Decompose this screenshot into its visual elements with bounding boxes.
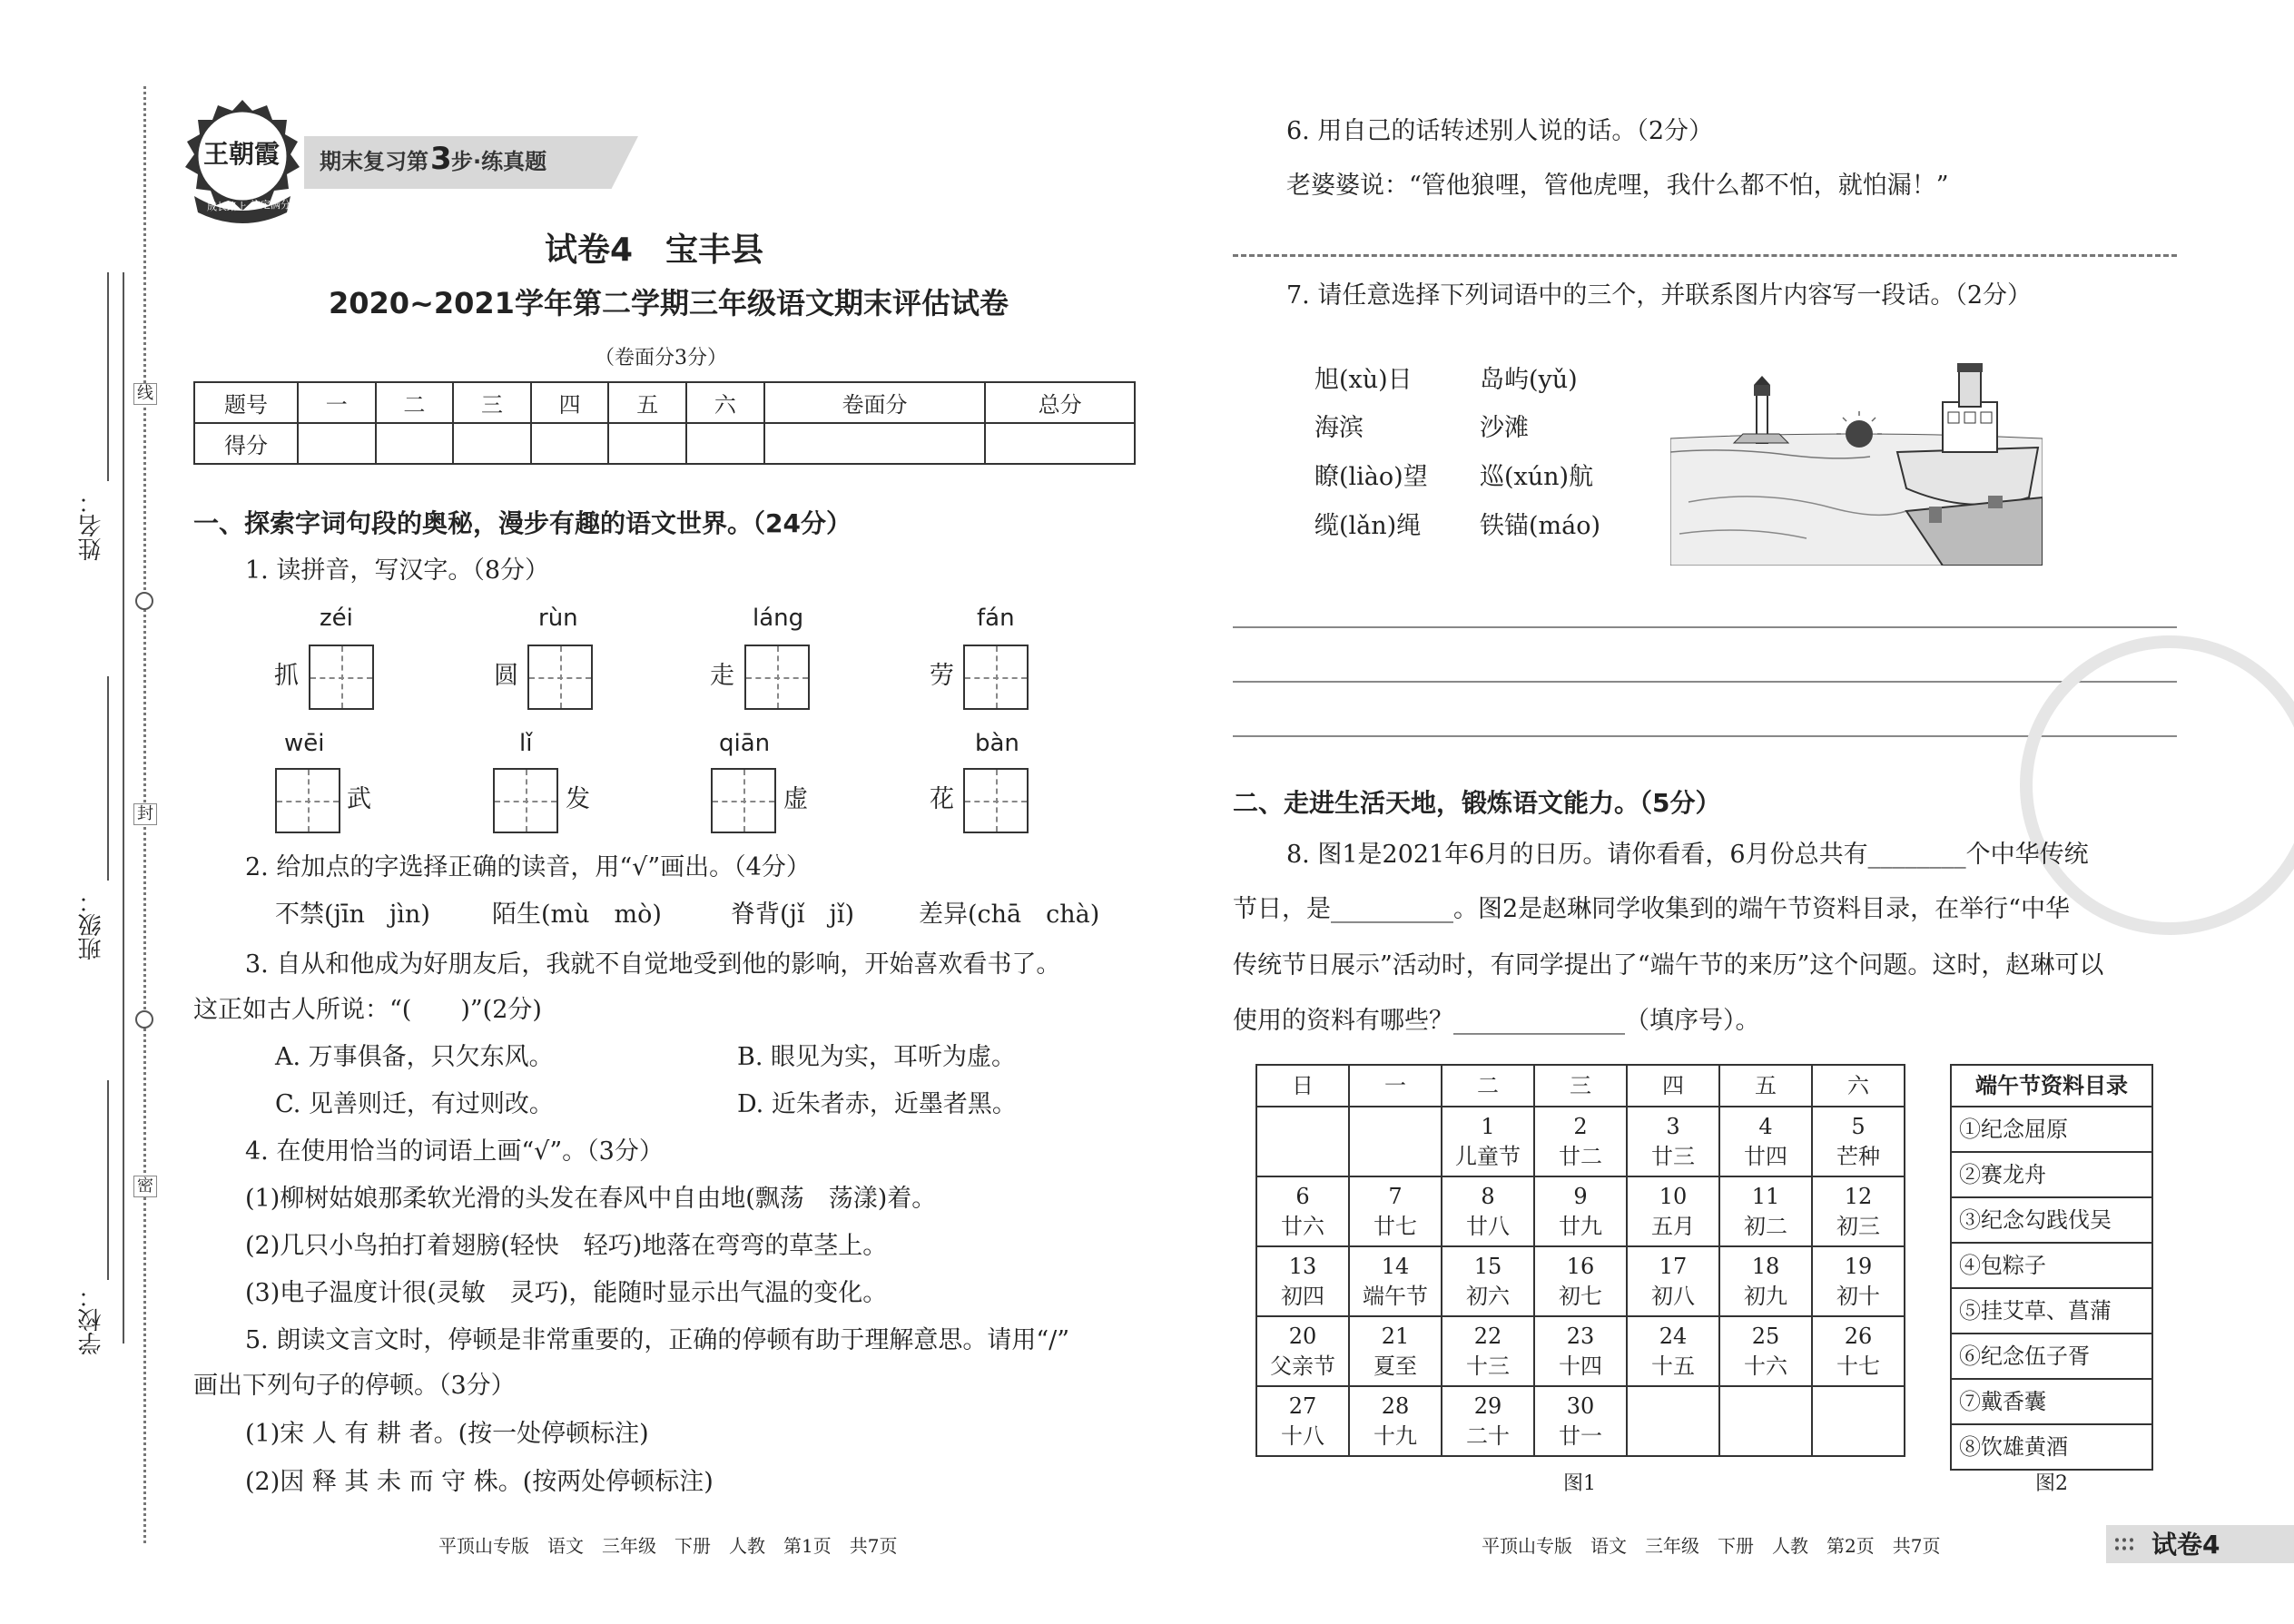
day-number: 1 bbox=[1481, 1114, 1495, 1140]
day-lunar: 廿九 bbox=[1559, 1213, 1602, 1239]
day-number: 15 bbox=[1473, 1254, 1502, 1280]
tianzi-box[interactable] bbox=[309, 645, 374, 710]
day-number: 23 bbox=[1566, 1324, 1595, 1350]
day-number: 16 bbox=[1566, 1254, 1595, 1280]
day-number: 3 bbox=[1666, 1114, 1680, 1140]
score-cell[interactable] bbox=[985, 423, 1135, 464]
day-lunar: 廿四 bbox=[1744, 1143, 1787, 1169]
tianzi-box[interactable] bbox=[963, 768, 1029, 833]
calendar-day bbox=[1256, 1386, 1349, 1456]
option-a[interactable]: A. 万事俱备，只欠东风。 bbox=[275, 1043, 554, 1071]
score-header-cell: 总分 bbox=[985, 382, 1135, 423]
calendar-week-row bbox=[1256, 1246, 1905, 1316]
cut-label-1: 线 bbox=[133, 383, 157, 405]
day-number: 27 bbox=[1288, 1393, 1317, 1420]
question-8-line-3: 传统节日展示”活动时，有同学提出了“端午节的来历”这个问题。这时，赵琳可以 bbox=[1233, 951, 2104, 979]
day-number: 26 bbox=[1844, 1324, 1873, 1350]
score-header-cell: 四 bbox=[531, 382, 609, 423]
dragon-boat-materials-list bbox=[1950, 1064, 2153, 1471]
score-header-cell: 卷面分 bbox=[764, 382, 986, 423]
calendar-day bbox=[1627, 1386, 1719, 1456]
day-number: 21 bbox=[1381, 1324, 1410, 1350]
char-suffix: 武 bbox=[347, 785, 371, 813]
material-item: ④包粽子 bbox=[1952, 1242, 2151, 1287]
day-lunar: 初四 bbox=[1281, 1283, 1324, 1309]
calendar-day bbox=[1442, 1246, 1534, 1316]
question-7: 7. 请任意选择下列词语中的三个，并联系图片内容写一段话。（2分） bbox=[1286, 281, 2033, 310]
day-number: 8 bbox=[1481, 1184, 1495, 1210]
vocab-word: 瞭(liào)望 bbox=[1314, 463, 1428, 491]
day-number: 9 bbox=[1573, 1184, 1588, 1210]
day-number: 7 bbox=[1388, 1184, 1403, 1210]
day-number: 13 bbox=[1288, 1254, 1317, 1280]
weekday-header: 四 bbox=[1627, 1065, 1719, 1107]
vocab-word: 缆(lǎn)绳 bbox=[1314, 512, 1422, 540]
day-number: 30 bbox=[1566, 1393, 1595, 1420]
material-item: ⑤挂艾草、菖蒲 bbox=[1952, 1287, 2151, 1333]
calendar-header-row bbox=[1256, 1065, 1905, 1107]
option-b[interactable]: B. 眼见为实，耳听为虚。 bbox=[737, 1043, 1017, 1071]
day-number: 11 bbox=[1751, 1184, 1780, 1210]
calendar-day bbox=[1442, 1107, 1534, 1176]
material-item: ②赛龙舟 bbox=[1952, 1151, 2151, 1196]
char-prefix: 劳 bbox=[930, 662, 954, 690]
school-field-label: 学校： bbox=[78, 1284, 105, 1355]
pinyin-label: bàn bbox=[975, 730, 1019, 757]
step-banner-num: 3 bbox=[430, 141, 452, 177]
vocab-word: 沙滩 bbox=[1480, 414, 1529, 442]
calendar-day bbox=[1719, 1107, 1812, 1176]
section-1-title: 一、探索字词句段的奥秘，漫步有趣的语文世界。（24分） bbox=[193, 508, 852, 538]
day-lunar: 五月 bbox=[1651, 1213, 1695, 1239]
calendar-day bbox=[1442, 1316, 1534, 1386]
vocab-word: 岛屿(yǔ) bbox=[1480, 366, 1578, 394]
figure-1-caption: 图1 bbox=[1563, 1472, 1596, 1495]
score-header-cell: 三 bbox=[453, 382, 531, 423]
day-number: 28 bbox=[1381, 1393, 1410, 1420]
calendar-day bbox=[1719, 1176, 1812, 1246]
score-header-cell: 五 bbox=[608, 382, 686, 423]
calendar-day bbox=[1256, 1316, 1349, 1386]
score-cell[interactable] bbox=[376, 423, 454, 464]
calendar-day bbox=[1534, 1316, 1627, 1386]
name-field-line[interactable] bbox=[107, 272, 109, 481]
day-lunar: 廿七 bbox=[1373, 1213, 1417, 1239]
tianzi-box[interactable] bbox=[527, 645, 593, 710]
calendar-day bbox=[1349, 1316, 1442, 1386]
question-6-quote: 老婆婆说：“管他狼哩，管他虎哩，我什么都不怕，就怕漏！” bbox=[1286, 172, 1949, 200]
calendar-day bbox=[1812, 1246, 1905, 1316]
score-header-cell: 题号 bbox=[194, 382, 298, 423]
day-lunar: 初七 bbox=[1559, 1283, 1602, 1309]
question-6-divider bbox=[1233, 254, 2177, 257]
day-number: 20 bbox=[1288, 1324, 1317, 1350]
day-lunar: 廿一 bbox=[1559, 1422, 1602, 1449]
tab-dots-icon bbox=[2113, 1536, 2135, 1552]
vocab-word: 海滨 bbox=[1314, 414, 1364, 442]
day-lunar: 十七 bbox=[1836, 1353, 1880, 1379]
char-suffix: 发 bbox=[566, 785, 590, 813]
material-item: ③纪念勾践伐吴 bbox=[1952, 1196, 2151, 1242]
calendar-week-row bbox=[1256, 1176, 1905, 1246]
char-prefix: 圆 bbox=[494, 662, 518, 690]
calendar-day bbox=[1349, 1246, 1442, 1316]
materials-title: 端午节资料目录 bbox=[1975, 1073, 2128, 1098]
question-1: 1. 读拼音，写汉字。（8分） bbox=[245, 556, 550, 585]
binding-hole-1 bbox=[135, 592, 153, 610]
tianzi-box[interactable] bbox=[744, 645, 810, 710]
binding-hole-2 bbox=[135, 1010, 153, 1029]
material-item: ⑥纪念伍子胥 bbox=[1952, 1333, 2151, 1378]
day-number: 14 bbox=[1381, 1254, 1410, 1280]
day-number: 24 bbox=[1659, 1324, 1688, 1350]
calendar-week-row bbox=[1256, 1107, 1905, 1176]
option-d[interactable]: D. 近朱者赤，近墨者黑。 bbox=[737, 1090, 1017, 1118]
score-header-cell: 一 bbox=[298, 382, 376, 423]
footer-right: 平顶山专版 语文 三年级 下册 人教 第2页 共7页 bbox=[1482, 1535, 1941, 1557]
day-number: 4 bbox=[1758, 1114, 1773, 1140]
pinyin-label: fán bbox=[977, 605, 1015, 632]
day-number: 17 bbox=[1659, 1254, 1688, 1280]
calendar-day bbox=[1812, 1107, 1905, 1176]
reading-choice[interactable]: 脊背(jǐ jǐ) bbox=[731, 901, 855, 929]
calendar-day bbox=[1442, 1386, 1534, 1456]
calendar-day bbox=[1349, 1386, 1442, 1456]
question-5-line-2: 画出下列句子的停顿。（3分） bbox=[193, 1372, 516, 1400]
question-3-line-1: 3. 自从和他成为好朋友后，我就不自觉地受到他的影响，开始喜欢看书了。 bbox=[245, 950, 1061, 979]
weekday-header: 三 bbox=[1534, 1065, 1627, 1107]
calendar-day bbox=[1442, 1176, 1534, 1246]
day-lunar: 十六 bbox=[1744, 1353, 1787, 1379]
june-calendar bbox=[1255, 1064, 1905, 1457]
day-lunar: 十四 bbox=[1559, 1353, 1602, 1379]
day-lunar: 十三 bbox=[1466, 1353, 1510, 1379]
reading-choice[interactable]: 不禁(jīn jìn) bbox=[275, 901, 430, 929]
score-cell[interactable] bbox=[764, 423, 986, 464]
name-field-label: 姓名： bbox=[78, 490, 105, 561]
day-lunar: 廿八 bbox=[1466, 1213, 1510, 1239]
day-number: 5 bbox=[1851, 1114, 1866, 1140]
day-number: 18 bbox=[1751, 1254, 1780, 1280]
day-lunar: 二十 bbox=[1466, 1422, 1510, 1449]
question-3-line-2: 这正如古人所说：“( )”(2分) bbox=[193, 996, 542, 1024]
tianzi-box[interactable] bbox=[493, 768, 558, 833]
answer-line[interactable] bbox=[1233, 681, 2177, 683]
day-lunar: 廿二 bbox=[1559, 1143, 1602, 1169]
calendar-day bbox=[1719, 1386, 1812, 1456]
calendar-day bbox=[1627, 1316, 1719, 1386]
calendar-day bbox=[1534, 1246, 1627, 1316]
score-row-label: 得分 bbox=[194, 423, 298, 464]
question-8-line-1: 8. 图1是2021年6月的日历。请你看看，6月份总共有________个中华传统 bbox=[1286, 841, 2089, 869]
step-banner-pre: 期末复习第 bbox=[320, 149, 428, 174]
calendar-day bbox=[1812, 1316, 1905, 1386]
brand-logo bbox=[178, 98, 307, 223]
calendar-day bbox=[1719, 1316, 1812, 1386]
day-number: 6 bbox=[1295, 1184, 1310, 1210]
tianzi-box[interactable] bbox=[711, 768, 776, 833]
pause-sentence[interactable]: (1)宋 人 有 耕 者。(按一处停顿标注) bbox=[245, 1420, 649, 1448]
day-lunar: 初八 bbox=[1651, 1283, 1695, 1309]
score-cell[interactable] bbox=[298, 423, 376, 464]
calendar-day bbox=[1812, 1386, 1905, 1456]
question-6: 6. 用自己的话转述别人说的话。（2分） bbox=[1286, 117, 1714, 145]
section-2-title: 二、走进生活天地，锻炼语文能力。（5分） bbox=[1233, 788, 1721, 818]
day-number: 22 bbox=[1473, 1324, 1502, 1350]
score-header-cell: 二 bbox=[376, 382, 454, 423]
char-prefix: 抓 bbox=[274, 662, 299, 690]
calendar-day bbox=[1534, 1176, 1627, 1246]
option-c[interactable]: C. 见善则迁，有过则改。 bbox=[275, 1090, 554, 1118]
day-lunar: 夏至 bbox=[1373, 1353, 1417, 1379]
day-lunar: 父亲节 bbox=[1270, 1353, 1335, 1379]
secret-watermark-seal bbox=[2020, 635, 2294, 935]
day-lunar: 初九 bbox=[1744, 1283, 1787, 1309]
score-cell[interactable] bbox=[608, 423, 686, 464]
calendar-day bbox=[1812, 1176, 1905, 1246]
material-item: ⑧饮雄黄酒 bbox=[1952, 1423, 2151, 1469]
day-lunar: 芒种 bbox=[1836, 1143, 1880, 1169]
figure-2-caption: 图2 bbox=[2035, 1472, 2068, 1495]
exam-title: 试卷4 宝丰县 bbox=[545, 231, 764, 269]
question-5-line-1: 5. 朗读文言文时，停顿是非常重要的，正确的停顿有助于理解意思。请用“/” bbox=[245, 1326, 1070, 1354]
reading-choice[interactable]: 差异(chā chà) bbox=[919, 901, 1100, 929]
tianzi-box[interactable] bbox=[963, 645, 1029, 710]
exam-subtitle: 2020~2021学年第二学期三年级语文期末评估试卷 bbox=[329, 286, 1009, 320]
logo-motto-1: 成长路上 bbox=[207, 201, 247, 212]
weekday-header: 一 bbox=[1349, 1065, 1442, 1107]
class-field-line[interactable] bbox=[107, 676, 109, 881]
question-2: 2. 给加点的字选择正确的读音，用“√”画出。（4分） bbox=[245, 853, 811, 881]
pinyin-label: wēi bbox=[284, 730, 325, 757]
day-number: 25 bbox=[1751, 1324, 1780, 1350]
vocab-word: 巡(xún)航 bbox=[1480, 463, 1594, 491]
paper-tab-label: 试卷4 bbox=[2151, 1530, 2220, 1560]
word-choice-item[interactable]: (1)柳树姑娘那柔软光滑的头发在春风中自由地(飘荡 荡漾)着。 bbox=[245, 1185, 937, 1213]
calendar-day bbox=[1534, 1107, 1627, 1176]
vocab-word: 旭(xù)日 bbox=[1314, 366, 1413, 394]
score-header-cell: 六 bbox=[686, 382, 764, 423]
step-banner-post: 步·练真题 bbox=[451, 149, 547, 174]
pinyin-label: zéi bbox=[320, 605, 353, 632]
tianzi-box[interactable] bbox=[275, 768, 340, 833]
pinyin-label: qiān bbox=[719, 730, 771, 757]
question-4: 4. 在使用恰当的词语上画“√”。（3分） bbox=[245, 1137, 664, 1166]
material-item: ⑦戴香囊 bbox=[1952, 1378, 2151, 1423]
question-8-line-2: 节日，是__________。图2是赵琳同学收集到的端午节资料目录，在举行“中华 bbox=[1233, 895, 2070, 923]
day-lunar: 廿六 bbox=[1281, 1213, 1324, 1239]
pinyin-label: láng bbox=[753, 605, 804, 632]
weekday-header: 二 bbox=[1442, 1065, 1534, 1107]
material-item: ①纪念屈原 bbox=[1952, 1106, 2151, 1151]
pause-sentence[interactable]: (2)因 释 其 未 而 守 株。(按两处停顿标注) bbox=[245, 1468, 714, 1496]
day-lunar: 十八 bbox=[1281, 1422, 1324, 1449]
calendar-day bbox=[1256, 1176, 1349, 1246]
reading-choice[interactable]: 陌生(mù mò) bbox=[492, 901, 662, 929]
score-table-header-row bbox=[194, 382, 1135, 423]
school-field-line[interactable] bbox=[107, 1080, 109, 1280]
day-lunar: 十九 bbox=[1373, 1422, 1417, 1449]
calendar-day bbox=[1719, 1246, 1812, 1316]
calendar-day bbox=[1627, 1107, 1719, 1176]
calendar-day bbox=[1534, 1386, 1627, 1456]
day-number: 12 bbox=[1844, 1184, 1873, 1210]
pinyin-label: rùn bbox=[538, 605, 578, 632]
presentation-score-note: （卷面分3分） bbox=[595, 347, 727, 369]
char-suffix: 虚 bbox=[783, 785, 808, 813]
char-prefix: 花 bbox=[930, 785, 954, 813]
word-choice-item[interactable]: (2)几只小鸟拍打着翅膀(轻快 轻巧)地落在弯弯的草茎上。 bbox=[245, 1232, 888, 1260]
day-lunar: 初二 bbox=[1744, 1213, 1787, 1239]
score-table-value-row bbox=[194, 423, 1135, 464]
cut-label-3: 密 bbox=[133, 1176, 157, 1197]
answer-line[interactable] bbox=[1233, 626, 2177, 628]
cut-label-2: 封 bbox=[133, 803, 157, 825]
day-number: 10 bbox=[1659, 1184, 1688, 1210]
char-prefix: 走 bbox=[710, 662, 734, 690]
day-lunar: 初六 bbox=[1466, 1283, 1510, 1309]
weekday-header: 六 bbox=[1812, 1065, 1905, 1107]
logo-name: 王朝霞 bbox=[203, 139, 281, 169]
day-number: 19 bbox=[1844, 1254, 1873, 1280]
day-lunar: 初三 bbox=[1836, 1213, 1880, 1239]
calendar-day bbox=[1349, 1107, 1442, 1176]
logo-motto-2: 注定满分 bbox=[251, 199, 290, 211]
calendar-day bbox=[1349, 1176, 1442, 1246]
score-table bbox=[193, 381, 1136, 465]
score-cell[interactable] bbox=[686, 423, 764, 464]
weekday-header: 日 bbox=[1256, 1065, 1349, 1107]
calendar-day bbox=[1256, 1246, 1349, 1316]
gutter-line bbox=[123, 272, 124, 1343]
score-cell[interactable] bbox=[531, 423, 609, 464]
footer-left: 平顶山专版 语文 三年级 下册 人教 第1页 共7页 bbox=[438, 1535, 898, 1557]
day-number: 2 bbox=[1573, 1114, 1588, 1140]
day-lunar: 廿三 bbox=[1651, 1143, 1695, 1169]
pinyin-label: lǐ bbox=[519, 730, 533, 757]
vocab-word: 铁锚(máo) bbox=[1480, 512, 1601, 540]
calendar-week-row bbox=[1256, 1386, 1905, 1456]
weekday-header: 五 bbox=[1719, 1065, 1812, 1107]
calendar-day bbox=[1627, 1176, 1719, 1246]
class-field-label: 班级： bbox=[78, 890, 105, 960]
day-lunar: 儿童节 bbox=[1455, 1143, 1521, 1169]
day-lunar: 十五 bbox=[1651, 1353, 1695, 1379]
calendar-week-row bbox=[1256, 1316, 1905, 1386]
score-cell[interactable] bbox=[453, 423, 531, 464]
day-lunar: 端午节 bbox=[1363, 1283, 1428, 1309]
question-8-line-4: 使用的资料有哪些？______________（填序号）。 bbox=[1233, 1007, 1760, 1035]
calendar-day bbox=[1256, 1107, 1349, 1176]
word-choice-item[interactable]: (3)电子温度计很(灵敏 灵巧)，能随时显示出气温的变化。 bbox=[245, 1279, 888, 1307]
day-lunar: 初十 bbox=[1836, 1283, 1880, 1309]
harbor-illustration bbox=[1670, 352, 2043, 566]
calendar-day bbox=[1627, 1246, 1719, 1316]
day-number: 29 bbox=[1473, 1393, 1502, 1420]
